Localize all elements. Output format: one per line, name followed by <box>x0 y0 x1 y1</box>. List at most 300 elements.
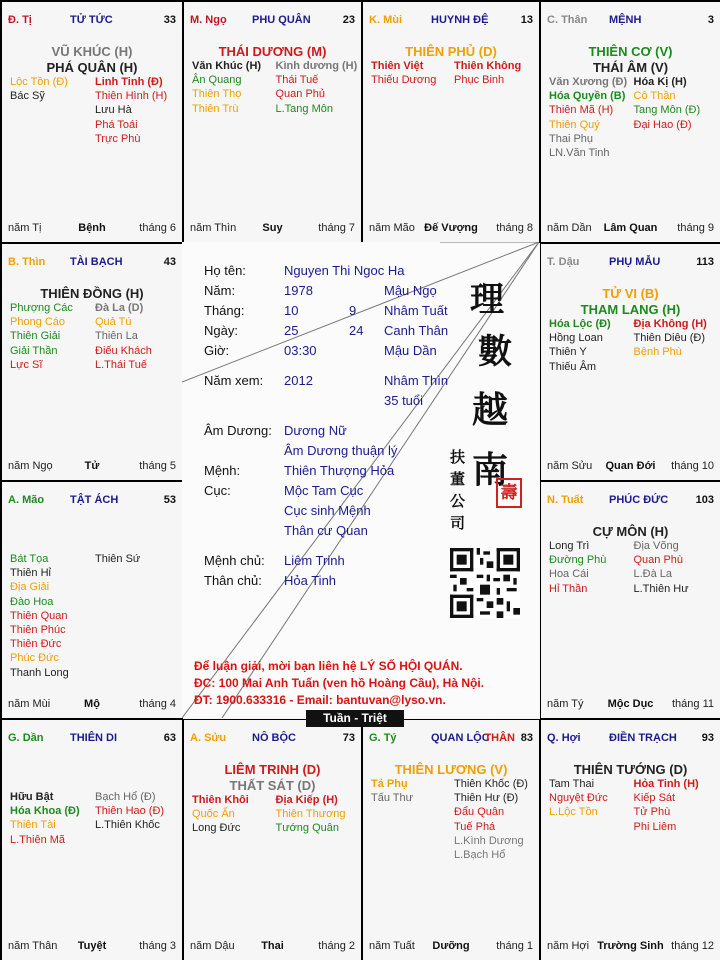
palace-header <box>369 14 533 30</box>
minor-star: Tấu Thư <box>371 792 414 805</box>
palace-footer <box>547 940 714 954</box>
palace-cell-ti[interactable] <box>362 719 540 960</box>
main-star: TỬ VI (B) <box>602 286 659 301</box>
palace-branch <box>190 732 226 744</box>
minor-star: Thiên Quan <box>10 609 68 622</box>
minor-star: Lực Sĩ <box>10 358 43 371</box>
minor-star: Hóa Lộc (Đ) <box>549 318 611 330</box>
branch-name: Thân <box>561 14 588 26</box>
chart-center-info <box>182 242 539 718</box>
minor-star: Hồng Loan <box>549 332 603 345</box>
minor-stars-right <box>95 552 140 566</box>
life-stage: Mộ <box>84 698 100 710</box>
palace-name: PHU QUÂN <box>252 14 311 26</box>
minor-star: Hỏa Tinh (H) <box>633 778 699 790</box>
minor-stars-left <box>549 317 611 374</box>
palace-header <box>369 732 533 748</box>
branch-name: Dần <box>22 732 44 744</box>
minor-stars-left <box>10 552 69 680</box>
minor-star: Thiên Trù <box>192 102 239 115</box>
main-star: LIÊM TRINH (D) <box>224 762 321 777</box>
minor-star: Hữu Bật <box>10 791 54 803</box>
branch-name: Tị <box>22 14 32 26</box>
label-year: Năm: <box>204 283 236 298</box>
minor-star: Thái Tuế <box>275 74 319 87</box>
palace-footer <box>547 698 714 712</box>
palace-name: TỬ TỨC <box>70 14 113 26</box>
minor-star: L.Tang Môn <box>275 102 333 115</box>
minor-star: Quốc Ấn <box>192 808 235 821</box>
value-cuc-3: Thân cư Quan <box>284 523 368 538</box>
label-hour: Giờ: <box>204 343 230 358</box>
minor-star: Tướng Quân <box>275 822 339 835</box>
branch-prefix: B. <box>8 256 19 268</box>
minor-star: Văn Khúc (H) <box>192 60 262 72</box>
minor-star: Trực Phù <box>95 132 141 145</box>
minor-star: L.Kình Dương <box>454 834 524 847</box>
palace-cell-than[interactable] <box>540 1 720 243</box>
palace-branch <box>547 494 583 506</box>
minor-stars-right <box>634 75 701 132</box>
minor-star: Đào Hoa <box>10 595 54 608</box>
minor-stars-left <box>10 790 80 847</box>
palace-month: tháng 1 <box>496 940 533 952</box>
minor-stars-right <box>95 790 164 833</box>
minor-stars-left <box>549 75 627 160</box>
minor-star: Thiên Khốc (Đ) <box>454 778 528 790</box>
branch-prefix: K. <box>369 14 380 26</box>
value-cuc-1: Mộc Tam Cục <box>284 483 364 498</box>
palace-cell-ngo[interactable] <box>183 1 362 243</box>
minor-star: L.Thiên Hư <box>633 582 689 595</box>
minor-star: Long Đức <box>192 822 241 835</box>
minor-star: Bác Sỹ <box>10 90 45 103</box>
minor-star: Kiếp Sát <box>633 792 676 805</box>
red-seal <box>496 478 522 508</box>
life-stage: Mộc Dục <box>607 698 654 710</box>
minor-stars-right <box>634 539 689 596</box>
minor-star: Tang Môn (Đ) <box>633 104 701 117</box>
minor-star: Văn Xương (Đ) <box>549 76 628 88</box>
palace-branch <box>369 14 402 26</box>
minor-star: Tả Phụ <box>371 778 408 790</box>
life-stage: Quan Đới <box>605 460 656 472</box>
palace-header <box>547 732 714 748</box>
contact-line-2: ĐC: 100 Mai Anh Tuấn (ven hồ Hoàng Cầu), Hà Nội. <box>194 676 485 690</box>
value-name: Nguyen Thi Ngoc Ha <box>284 263 405 278</box>
minor-star: Thiên Diêu (Đ) <box>633 332 706 345</box>
main-star: CỰ MÔN (H) <box>592 524 669 539</box>
value-yin-yang-1: Dương Nữ <box>284 423 347 438</box>
branch-prefix: A. <box>8 494 19 506</box>
value-hour: 03:30 <box>284 343 317 358</box>
value-year-can-chi: Mậu Ngọ <box>384 283 437 298</box>
minor-stars-right <box>454 777 528 862</box>
main-star: THIÊN LƯƠNG (V) <box>394 762 508 777</box>
palace-year: năm Ngọ <box>8 460 53 472</box>
palace-branch <box>547 256 579 268</box>
main-star: THẤT SÁT (D) <box>229 778 316 793</box>
minor-star: Cô Thần <box>633 90 676 103</box>
palace-cell-hoi[interactable] <box>540 719 720 960</box>
palace-age-number: 3 <box>707 14 714 26</box>
palace-year: năm Mão <box>369 222 415 234</box>
small-calligraphy-3: 公 <box>450 492 466 510</box>
palace-name: PHỤ MẪU <box>609 256 661 268</box>
minor-star: Phong Cáo <box>10 316 66 329</box>
minor-star: Thiên Y <box>549 346 587 359</box>
minor-star: Hoa Cái <box>549 568 589 581</box>
minor-star: L.Thiên Mã <box>10 833 66 846</box>
palace-month: tháng 4 <box>139 698 176 710</box>
minor-star: Thiên Hao (Đ) <box>95 805 165 818</box>
minor-star: Thiên Phúc <box>10 624 66 637</box>
palace-footer <box>190 222 355 236</box>
palace-cell-mao[interactable] <box>1 481 183 719</box>
minor-star: Thiên Thương <box>275 808 346 821</box>
palace-age-number: 33 <box>163 14 176 26</box>
life-stage: Thai <box>261 940 284 952</box>
branch-name: Dậu <box>558 256 580 268</box>
palace-footer <box>8 460 176 474</box>
small-calligraphy-1: 扶 <box>450 448 466 466</box>
branch-prefix: Đ. <box>8 14 19 26</box>
seal-text: 壽 <box>500 483 518 503</box>
main-star: THÁI ÂM (V) <box>592 60 669 75</box>
minor-star: Thiên Đức <box>10 638 62 651</box>
minor-stars-left <box>10 75 68 103</box>
minor-stars-left <box>192 793 249 836</box>
value-month-can-chi: Nhâm Tuất <box>384 303 448 318</box>
life-stage: Dưỡng <box>432 940 470 952</box>
minor-star: Thiếu Dương <box>371 74 437 87</box>
palace-year: năm Dần <box>547 222 592 234</box>
minor-star: Đẩu Quân <box>454 806 505 819</box>
value-than-chu: Hỏa Tinh <box>284 573 337 588</box>
main-star: THIÊN ĐỒNG (H) <box>40 286 144 301</box>
minor-star: Thiên Mã (H) <box>549 104 614 117</box>
branch-name: Mão <box>22 494 45 506</box>
palace-name: ĐIỀN TRẠCH <box>609 732 677 744</box>
palace-age-number: 23 <box>342 14 355 26</box>
calligraphy-char-3: 越 <box>472 389 509 431</box>
palace-age-number: 93 <box>701 732 714 744</box>
palace-name: PHÚC ĐỨC <box>609 494 669 506</box>
branch-name: Tuất <box>561 494 584 506</box>
palace-age-number: 103 <box>695 494 714 506</box>
palace-cell-mui[interactable] <box>362 1 540 243</box>
main-star: THÁI DƯƠNG (M) <box>218 44 327 59</box>
minor-star: Quả Tú <box>95 316 132 329</box>
value-month: 10 <box>284 303 299 318</box>
palace-branch <box>8 494 44 506</box>
value-month-lunar: 9 <box>349 303 357 318</box>
palace-branch <box>8 256 45 268</box>
minor-star: Lộc Tồn (Đ) <box>10 76 68 88</box>
palace-name: THIÊN DI <box>70 732 118 744</box>
minor-star: Địa Không (H) <box>633 318 707 330</box>
palace-year: năm Tị <box>8 222 42 234</box>
palace-header <box>8 256 176 272</box>
than-marker: THÂN <box>484 732 515 744</box>
branch-prefix: A. <box>190 732 201 744</box>
small-calligraphy-2: 董 <box>450 470 466 488</box>
main-star: THIÊN TƯỚNG (D) <box>573 762 688 777</box>
palace-month: tháng 2 <box>318 940 355 952</box>
life-stage: Bệnh <box>78 222 106 234</box>
minor-star: Thiên Hình (H) <box>95 90 168 103</box>
branch-prefix: G. <box>369 732 381 744</box>
minor-star: Thai Phụ <box>549 132 594 145</box>
calligraphy-char-4: 南 <box>472 449 509 491</box>
palace-footer <box>8 940 176 954</box>
minor-stars-left <box>371 59 436 87</box>
palace-branch <box>547 732 581 744</box>
palace-branch <box>369 732 397 744</box>
label-yin-yang: Âm Dương: <box>204 423 272 438</box>
minor-star: Bạch Hổ (Đ) <box>95 791 156 803</box>
branch-prefix: C. <box>547 14 558 26</box>
palace-footer <box>369 940 533 954</box>
minor-star: Thiên Không <box>454 60 522 72</box>
value-menh-chu: Liêm Trinh <box>284 553 345 568</box>
branch-name: Hợi <box>561 732 581 744</box>
palace-footer <box>369 222 533 236</box>
label-than-chu: Thân chủ: <box>204 573 262 588</box>
palace-footer <box>190 940 355 954</box>
palace-name: MỆNH <box>609 14 642 26</box>
palace-year: năm Thìn <box>190 222 237 234</box>
minor-star: Địa Giải <box>10 581 50 594</box>
minor-star: Tam Thai <box>549 778 595 790</box>
palace-month: tháng 8 <box>496 222 533 234</box>
contact-line-3[interactable]: ĐT: 1900.633316 - Email: bantuvan@lyso.vn. <box>194 693 446 707</box>
life-stage: Tuyệt <box>77 940 107 952</box>
palace-age-number: 113 <box>696 256 714 268</box>
palace-cell-dan[interactable] <box>1 719 183 960</box>
label-view-year: Năm xem: <box>204 373 264 388</box>
minor-star: Nguyệt Đức <box>549 792 608 805</box>
label-name: Họ tên: <box>204 263 246 278</box>
branch-prefix: M. <box>190 14 203 26</box>
palace-year: năm Tuất <box>369 940 415 952</box>
minor-stars-right <box>95 301 152 372</box>
minor-star: Bát Tọa <box>10 553 49 565</box>
palace-year: năm Tý <box>547 698 584 710</box>
minor-star: Điếu Khách <box>95 344 152 357</box>
palace-month: tháng 11 <box>671 698 714 710</box>
branch-name: Tý <box>383 732 397 744</box>
main-star: THIÊN PHỦ (D) <box>405 44 497 59</box>
palace-year: năm Dậu <box>190 940 235 952</box>
minor-star: Thiên Quý <box>549 118 600 131</box>
palace-header <box>190 732 355 748</box>
palace-header <box>8 732 176 748</box>
value-day-lunar: 24 <box>349 323 364 338</box>
minor-star: Thiên Hỉ <box>10 567 51 580</box>
palace-header <box>190 14 355 30</box>
minor-star: Thiên Tài <box>10 819 56 832</box>
value-view-year: 2012 <box>284 373 313 388</box>
life-stage: Suy <box>262 222 283 234</box>
minor-star: Giải Thần <box>10 344 58 357</box>
minor-star: Thiên Hư (Đ) <box>454 792 519 805</box>
palace-year: năm Hợi <box>547 940 590 952</box>
palace-cell-thin[interactable] <box>1 243 183 481</box>
life-stage: Đế Vượng <box>424 222 478 234</box>
minor-star: Phá Toái <box>95 118 138 131</box>
label-day: Ngày: <box>204 323 238 338</box>
minor-stars-right <box>276 59 358 116</box>
minor-star: Địa Kiếp (H) <box>275 794 338 806</box>
palace-month: tháng 10 <box>671 460 714 472</box>
main-star: THIÊN CƠ (V) <box>588 44 673 59</box>
minor-star: Tử Phù <box>633 806 671 819</box>
palace-month: tháng 5 <box>139 460 176 472</box>
palace-month: tháng 3 <box>139 940 176 952</box>
value-yin-yang-2: Âm Dương thuận lý <box>284 443 398 458</box>
minor-star: Thiên Khôi <box>192 794 249 806</box>
minor-star: L.Thiên Khốc <box>95 819 160 832</box>
minor-star: L.Thái Tuế <box>95 358 147 371</box>
branch-name: Thìn <box>22 256 46 268</box>
minor-star: Phi Liêm <box>633 820 677 833</box>
minor-stars-left <box>192 59 261 116</box>
minor-star: Đà La (D) <box>95 302 144 314</box>
palace-name: NÔ BỘC <box>252 732 296 744</box>
value-day-can-chi: Canh Thân <box>384 323 449 338</box>
palace-age-number: 13 <box>520 14 533 26</box>
label-menh-chu: Mệnh chủ: <box>204 553 265 568</box>
minor-star: L.Đà La <box>633 568 673 581</box>
minor-star: Long Trì <box>549 540 590 552</box>
palace-branch <box>190 14 227 26</box>
minor-star: Hóa Khoa (Đ) <box>10 805 80 818</box>
minor-star: Quan Phù <box>633 554 684 567</box>
minor-star: Quan Phủ <box>275 88 326 101</box>
minor-star: Thiên Sứ <box>95 553 141 565</box>
palace-cell-ty[interactable] <box>1 1 183 243</box>
minor-stars-left <box>10 301 73 372</box>
calligraphy-char-2: 數 <box>478 332 512 372</box>
palace-footer <box>547 460 714 474</box>
small-calligraphy-4: 司 <box>450 514 466 532</box>
branch-prefix: T. <box>547 256 556 268</box>
palace-age-number: 83 <box>520 732 533 744</box>
palace-branch <box>8 14 32 26</box>
minor-star: Thiên Thọ <box>192 88 242 101</box>
palace-footer <box>8 222 176 236</box>
palace-footer <box>547 222 714 236</box>
value-cuc-2: Cục sinh Mệnh <box>284 503 371 518</box>
minor-star: Đại Hao (Đ) <box>633 118 692 131</box>
minor-star: Linh Tinh (Đ) <box>95 76 163 88</box>
main-star: VŨ KHÚC (H) <box>51 44 133 59</box>
minor-stars-left <box>549 777 608 820</box>
branch-name: Sửu <box>204 732 227 744</box>
palace-cell-suu[interactable] <box>183 719 362 960</box>
minor-star: Tuế Phá <box>454 820 496 833</box>
calligraphy-char-1: 理 <box>470 280 504 320</box>
minor-star: Thiên La <box>95 330 138 343</box>
minor-stars-right <box>454 59 521 87</box>
palace-age-number: 53 <box>163 494 176 506</box>
palace-header <box>547 494 714 510</box>
minor-stars-right <box>634 317 707 360</box>
life-stage: Tử <box>84 460 100 472</box>
palace-year: năm Thân <box>8 940 58 952</box>
palace-cell-dau[interactable] <box>540 243 720 481</box>
minor-star: Thiên Việt <box>371 60 424 72</box>
palace-header <box>8 14 176 30</box>
minor-star: Phượng Các <box>10 302 73 314</box>
palace-month: tháng 9 <box>677 222 714 234</box>
minor-stars-left <box>371 777 413 805</box>
minor-star: Thiên Giải <box>10 330 61 343</box>
palace-age-number: 63 <box>163 732 176 744</box>
palace-month: tháng 7 <box>318 222 355 234</box>
tuan-triet-badge: Tuần - Triệt <box>306 710 404 727</box>
value-view-year-can-chi: Nhâm Thìn <box>384 373 449 388</box>
minor-stars-right <box>634 777 699 834</box>
palace-name: TÀI BẠCH <box>70 256 123 268</box>
branch-name: Mùi <box>383 14 403 26</box>
branch-prefix: G. <box>8 732 20 744</box>
value-age: 35 tuổi <box>384 393 424 408</box>
palace-branch <box>547 14 587 26</box>
palace-name: HUYNH ĐỆ <box>431 14 489 26</box>
minor-star: Thanh Long <box>10 666 69 679</box>
life-stage: Trường Sinh <box>597 940 664 952</box>
minor-star: Hóa Quyền (B) <box>549 90 626 103</box>
label-cuc: Cục: <box>204 483 231 498</box>
palace-name: TẬT ÁCH <box>70 494 119 506</box>
minor-star: Hỉ Thần <box>549 582 588 595</box>
minor-stars-right <box>276 793 346 836</box>
minor-star: Địa Võng <box>633 540 679 552</box>
minor-star: Ân Quang <box>192 74 242 87</box>
minor-star: Kình dương (H) <box>275 60 358 72</box>
minor-star: L.Bạch Hổ <box>454 849 506 862</box>
minor-stars-right <box>95 75 167 146</box>
palace-cell-tuat[interactable] <box>540 481 720 719</box>
palace-age-number: 73 <box>342 732 355 744</box>
branch-prefix: N. <box>547 494 558 506</box>
qr-code-icon[interactable] <box>450 548 520 618</box>
main-star: THAM LANG (H) <box>580 302 681 317</box>
palace-header <box>547 256 714 272</box>
palace-header <box>547 14 714 30</box>
palace-age-number: 43 <box>163 256 176 268</box>
palace-branch <box>8 732 43 744</box>
label-menh: Mệnh: <box>204 463 241 478</box>
palace-name: QUAN LỘC <box>431 732 490 744</box>
minor-star: Phúc Đức <box>10 652 59 665</box>
minor-stars-left <box>549 539 606 596</box>
palace-header <box>8 494 176 510</box>
value-menh: Thiên Thượng Hỏa <box>284 463 395 478</box>
value-hour-can-chi: Mậu Dần <box>384 343 437 358</box>
minor-star: Bệnh Phù <box>633 346 682 359</box>
palace-month: tháng 6 <box>139 222 176 234</box>
minor-star: L.Lộc Tồn <box>549 806 598 819</box>
life-stage: Lâm Quan <box>603 222 658 234</box>
minor-star: Đường Phù <box>549 554 607 567</box>
palace-footer <box>8 698 176 712</box>
branch-prefix: Q. <box>547 732 559 744</box>
branch-name: Ngọ <box>205 14 227 26</box>
minor-star: Hóa Kị (H) <box>633 76 687 88</box>
